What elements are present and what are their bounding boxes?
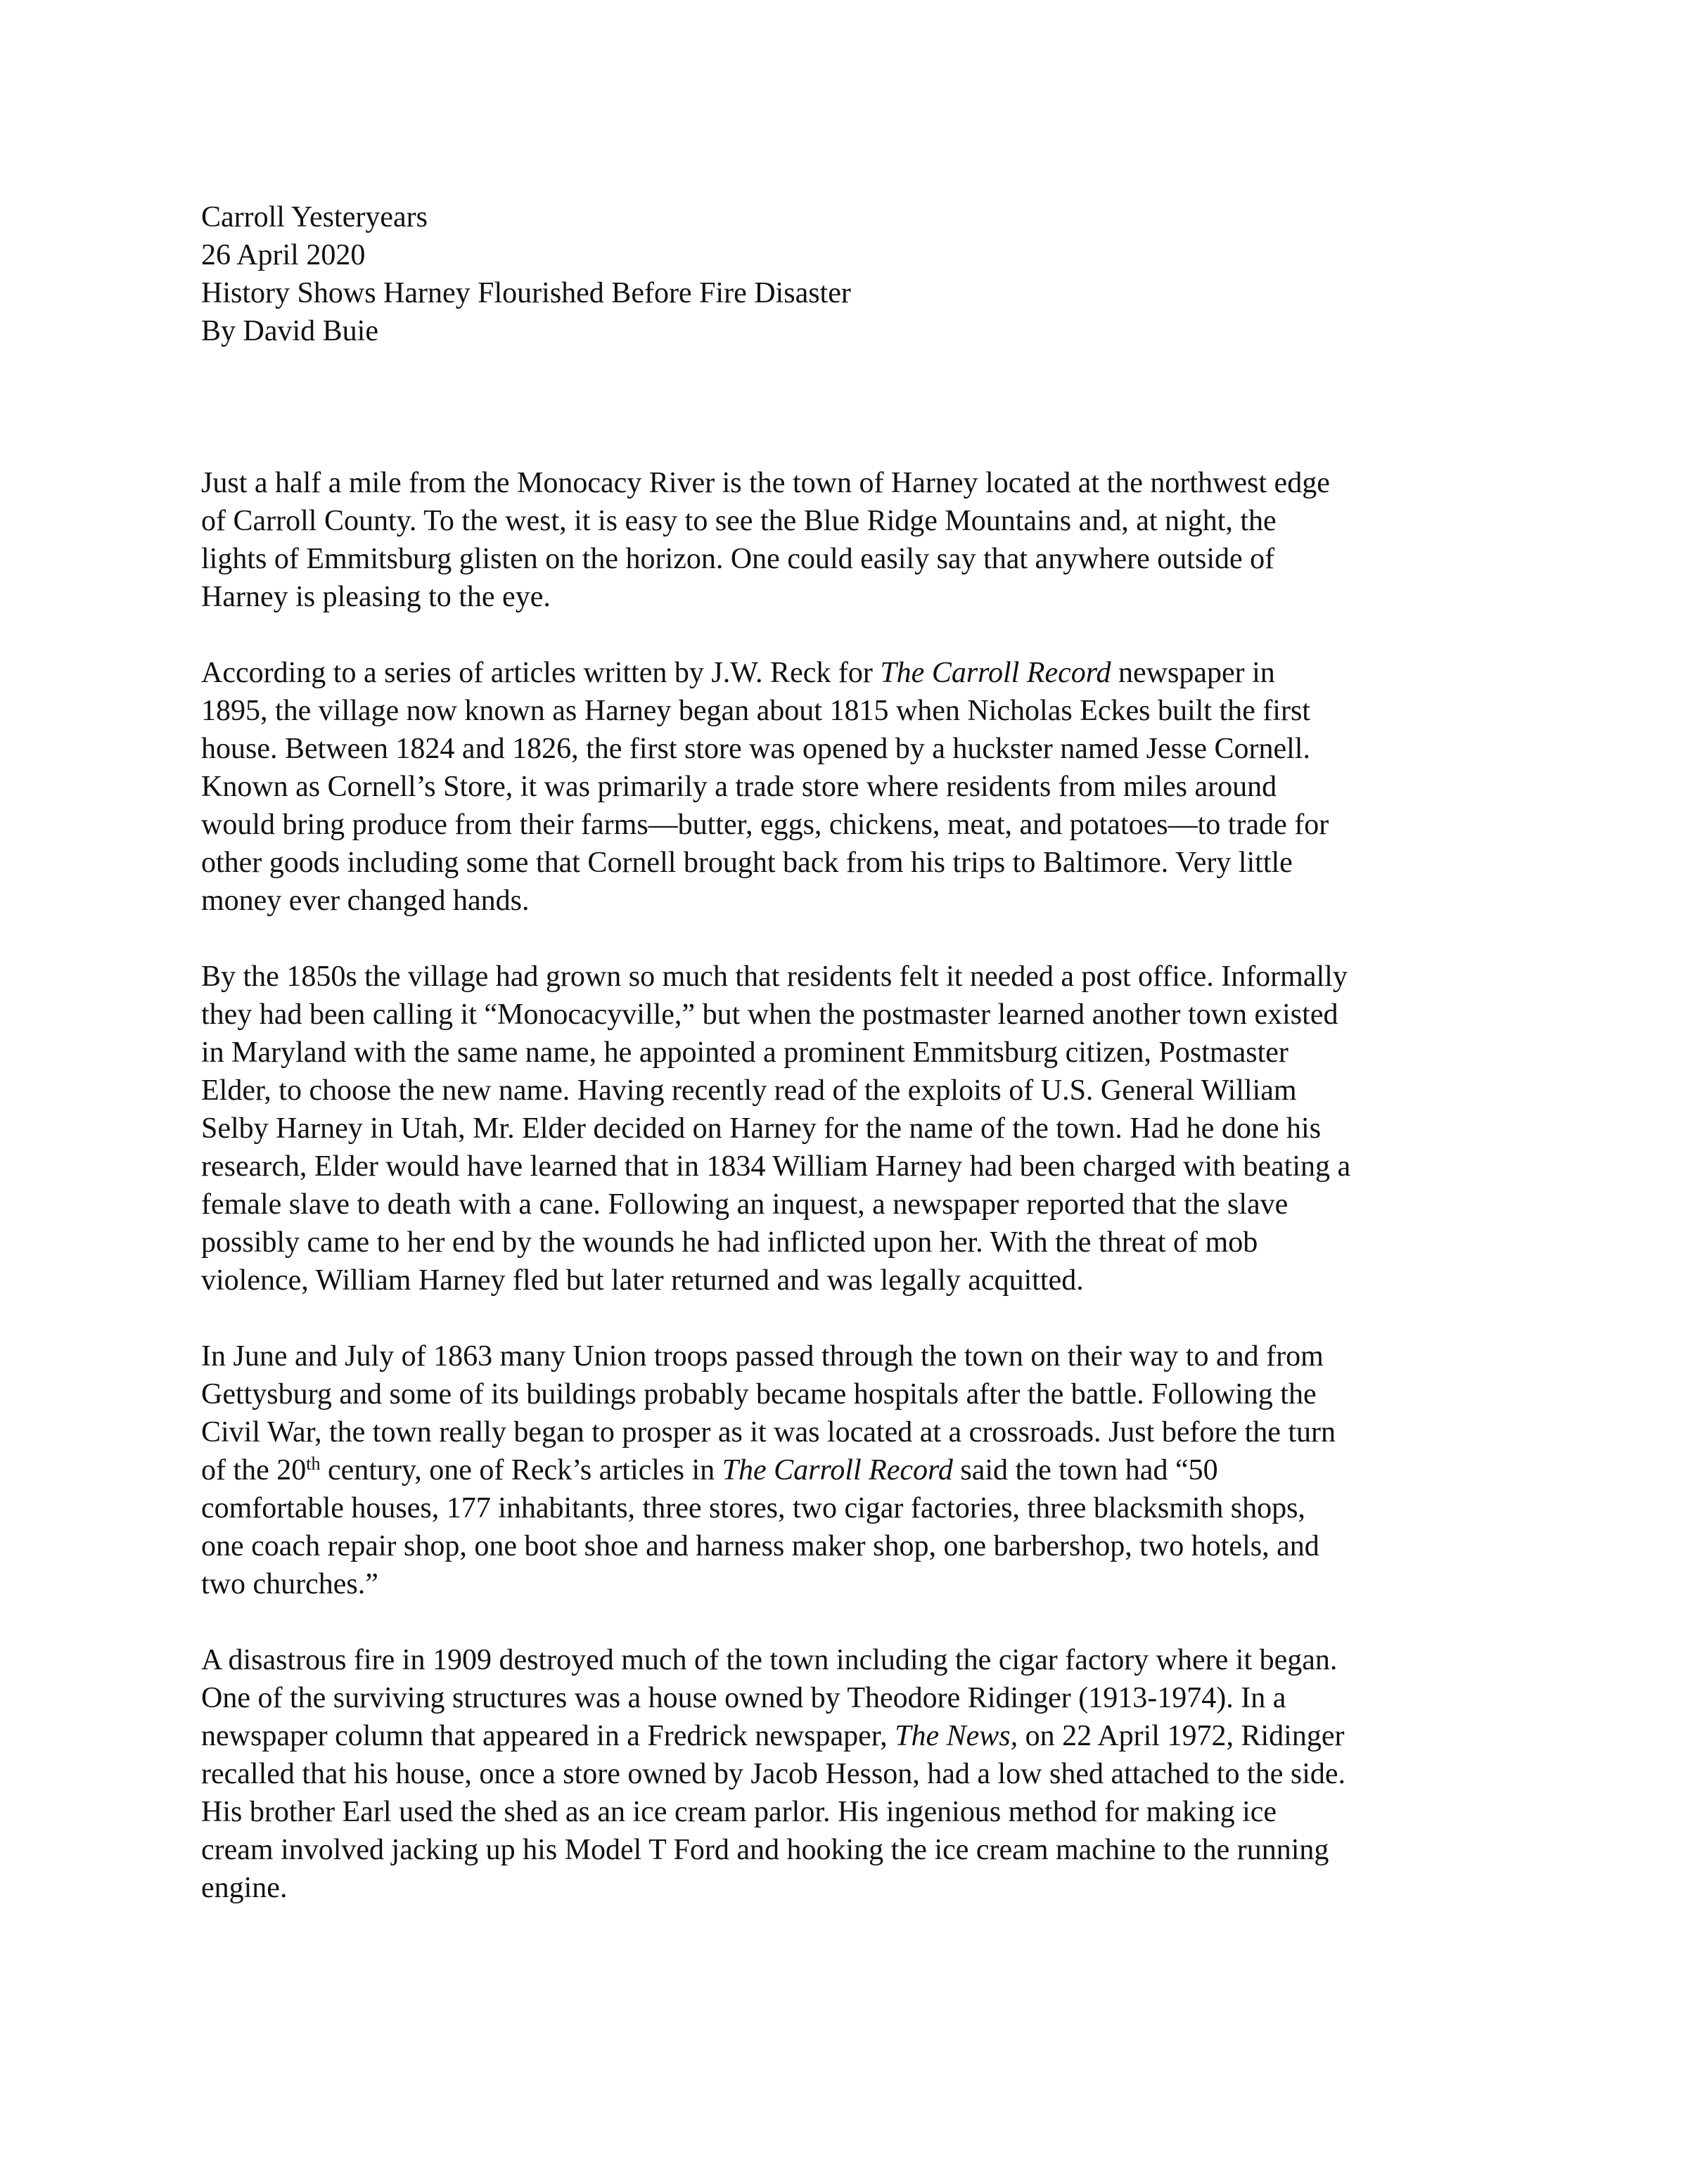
paragraph-line xyxy=(201,654,1523,692)
paragraph-line: In June and July of 1863 many Union troops passed through the town on their way to and from xyxy=(201,1340,1324,1373)
paragraph-3 xyxy=(201,958,1523,1299)
paragraph-line: possibly came to her end by the wounds he had inflicted upon her. With the threat of mob xyxy=(201,1226,1258,1259)
paragraph-line: of Carroll County. To the west, it is easy to see the Blue Ridge Mountains and, at night, the xyxy=(201,505,1277,537)
paragraph-line: two churches.” xyxy=(201,1568,378,1600)
article-title: History Shows Harney Flourished Before Fire Disaster xyxy=(201,277,851,309)
text-run: of the 20 xyxy=(201,1454,307,1486)
publication-title: The News, xyxy=(895,1720,1018,1752)
paragraph-line xyxy=(201,1451,1523,1489)
article-header xyxy=(201,198,1523,350)
paragraph-line: By the 1850s the village had grown so much that residents felt it needed a post office. Informally xyxy=(201,961,1348,993)
paragraph-line: Harney is pleasing to the eye. xyxy=(201,581,551,613)
publication-title: The Carroll Record xyxy=(722,1454,953,1486)
paragraph-line: Known as Cornell’s Store, it was primarily a trade store where residents from miles around xyxy=(201,771,1277,803)
paragraph-line: Selby Harney in Utah, Mr. Elder decided on Harney for the name of the town. Had he done his xyxy=(201,1112,1322,1145)
document-page xyxy=(201,198,1523,1945)
paragraph-line: Elder, to choose the new name. Having recently read of the exploits of U.S. General William xyxy=(201,1074,1297,1107)
paragraph-line: recalled that his house, once a store owned by Jacob Hesson, had a low shed attached to the side. xyxy=(201,1758,1346,1790)
paragraph-line: research, Elder would have learned that in 1834 William Harney had been charged with beating a xyxy=(201,1150,1351,1183)
text-run: on 22 April 1972, Ridinger xyxy=(1018,1720,1345,1752)
paragraph-line: lights of Emmitsburg glisten on the horizon. One could easily say that anywhere outside of xyxy=(201,543,1275,575)
paragraph-line: violence, William Harney fled but later returned and was legally acquitted. xyxy=(201,1264,1084,1297)
paragraph-line: cream involved jacking up his Model T Ford and hooking the ice cream machine to the running xyxy=(201,1834,1329,1866)
paragraph-line: one coach repair shop, one boot shoe and harness maker shop, one barbershop, two hotels, and xyxy=(201,1530,1319,1562)
paragraph-line: engine. xyxy=(201,1872,288,1904)
paragraph-line: One of the surviving structures was a house owned by Theodore Ridinger (1913-1974). In a xyxy=(201,1682,1286,1714)
ordinal-suffix: th xyxy=(306,1453,321,1474)
paragraph-line: A disastrous fire in 1909 destroyed much of the town including the cigar factory where it began. xyxy=(201,1644,1338,1676)
paragraph-line: Gettysburg and some of its buildings probably became hospitals after the battle. Following the xyxy=(201,1378,1317,1411)
paragraph-line: female slave to death with a cane. Following an inquest, a newspaper reported that the slave xyxy=(201,1188,1289,1221)
paragraph-line: house. Between 1824 and 1826, the first store was opened by a huckster named Jesse Cornell. xyxy=(201,733,1310,765)
text-run: According to a series of articles written by J.W. Reck for xyxy=(201,657,881,689)
paragraph-line: Civil War, the town really began to prosper as it was located at a crossroads. Just before the turn xyxy=(201,1416,1336,1448)
paragraph-line: other goods including some that Cornell brought back from his trips to Baltimore. Very little xyxy=(201,847,1293,879)
paragraph-1 xyxy=(201,464,1523,616)
paragraph-line: money ever changed hands. xyxy=(201,885,530,917)
paragraph-line: would bring produce from their farms—butter, eggs, chickens, meat, and potatoes—to trade for xyxy=(201,809,1329,841)
text-run: said the town had “50 xyxy=(952,1454,1218,1486)
paragraph-line xyxy=(201,1717,1523,1755)
paragraph-4 xyxy=(201,1337,1523,1603)
article-date: 26 April 2020 xyxy=(201,239,366,271)
paragraph-5 xyxy=(201,1641,1523,1907)
paragraph-line: Just a half a mile from the Monocacy River is the town of Harney located at the northwest edge xyxy=(201,467,1330,499)
publication-title: The Carroll Record xyxy=(880,657,1111,689)
paragraph-line: His brother Earl used the shed as an ice cream parlor. His ingenious method for making ice xyxy=(201,1796,1277,1828)
text-run: century, one of Reck’s articles in xyxy=(320,1454,722,1486)
article-byline: By David Buie xyxy=(201,315,378,347)
column-name: Carroll Yesteryears xyxy=(201,201,428,233)
paragraph-line: they had been calling it “Monocacyville,” but when the postmaster learned another town existed xyxy=(201,998,1338,1031)
paragraph-line: in Maryland with the same name, he appointed a prominent Emmitsburg citizen, Postmaster xyxy=(201,1036,1289,1069)
paragraph-2 xyxy=(201,654,1523,920)
text-run: newspaper column that appeared in a Fredrick newspaper, xyxy=(201,1720,895,1752)
text-run: newspaper in xyxy=(1111,657,1275,689)
paragraph-line: 1895, the village now known as Harney began about 1815 when Nicholas Eckes built the first xyxy=(201,695,1310,727)
paragraph-line: comfortable houses, 177 inhabitants, three stores, two cigar factories, three blacksmith shops, xyxy=(201,1492,1305,1524)
